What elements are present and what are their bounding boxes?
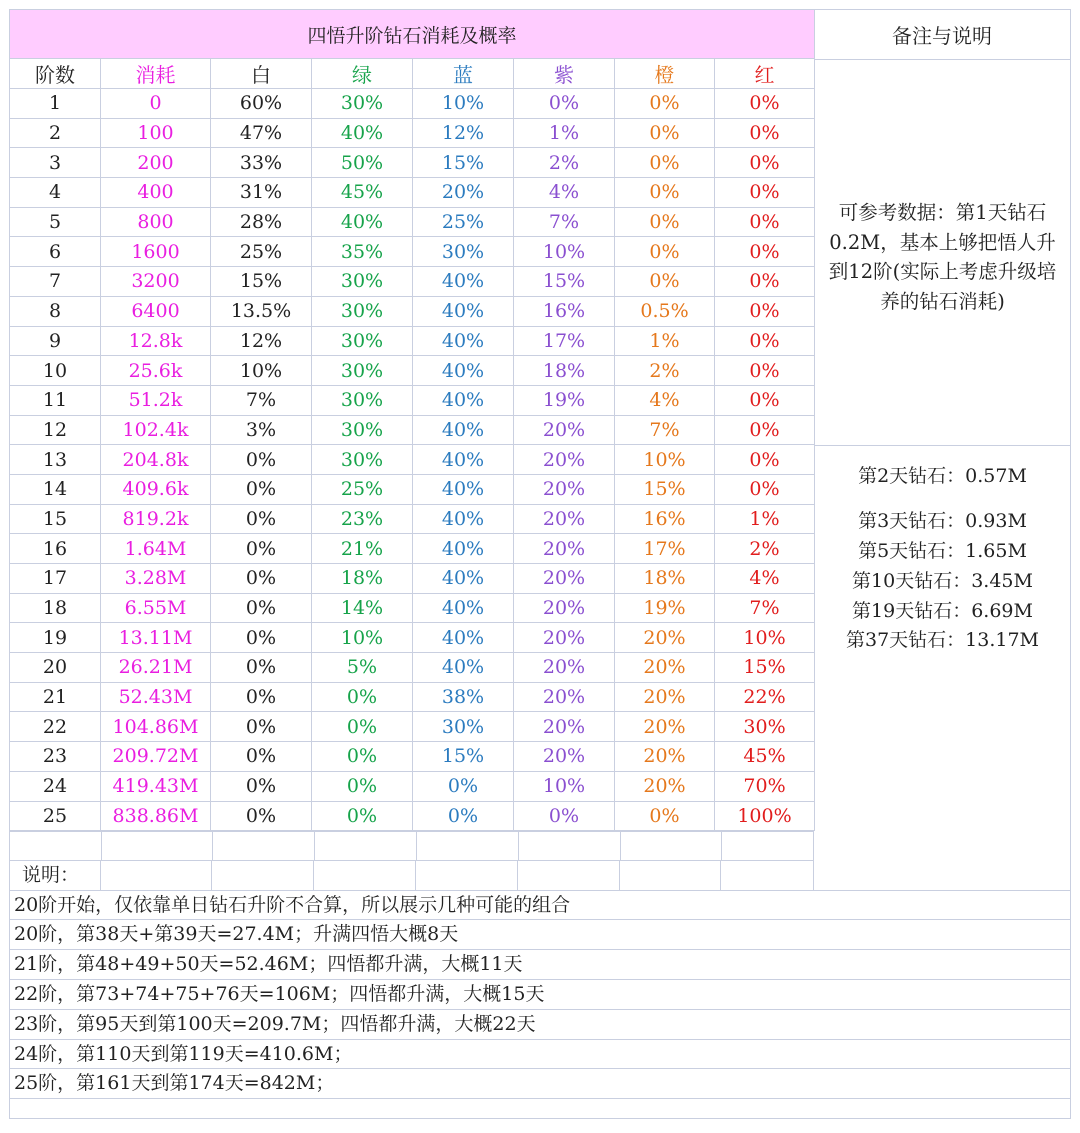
cell-white[interactable]: 0% (211, 682, 312, 712)
cell-blue[interactable]: 20% (413, 178, 514, 208)
note-divider (814, 445, 1071, 446)
cell-green[interactable]: 40% (312, 207, 413, 237)
table-row (10, 356, 815, 386)
table-row (10, 593, 815, 623)
cell-tier[interactable]: 12 (10, 415, 101, 445)
table-row (10, 415, 815, 445)
cell-white[interactable]: 15% (211, 267, 312, 297)
cell-white[interactable]: 0% (211, 593, 312, 623)
empty-row (9, 1099, 1071, 1119)
cell-orange[interactable]: 1% (615, 326, 715, 356)
cell-cost[interactable]: 1600 (101, 237, 211, 267)
cell-orange[interactable]: 0% (615, 89, 715, 119)
day2-note[interactable]: 第2天钻石：0.57M (858, 465, 1027, 487)
table-row (10, 267, 815, 297)
cell-orange[interactable]: 20% (615, 682, 715, 712)
cell-blue[interactable]: 15% (413, 148, 514, 178)
reference-note[interactable]: 可参考数据：第1天钻石0.2M，基本上够把悟人升到12阶(实际上考虑升级培养的钻石消耗) (828, 201, 1057, 313)
cell-blue[interactable]: 40% (413, 415, 514, 445)
cell-white[interactable]: 12% (211, 326, 312, 356)
cell-green[interactable]: 50% (312, 148, 413, 178)
cell-purple[interactable]: 20% (514, 742, 615, 772)
day10-note[interactable]: 第10天钻石：3.45M (852, 570, 1033, 592)
cell-green[interactable]: 14% (312, 593, 413, 623)
cell-purple[interactable]: 20% (514, 593, 615, 623)
day3-note[interactable]: 第3天钻石：0.93M (858, 510, 1027, 532)
cell-purple[interactable]: 20% (514, 474, 615, 504)
cell-red[interactable]: 1% (715, 504, 815, 534)
cell-green[interactable]: 0% (312, 742, 413, 772)
cell-white[interactable]: 0% (211, 623, 312, 653)
cell-blue[interactable]: 0% (413, 801, 514, 831)
blank-cell (315, 832, 417, 860)
table-row (10, 296, 815, 326)
upgrade-table (9, 9, 815, 831)
cell-purple[interactable]: 18% (514, 356, 615, 386)
cell-tier[interactable]: 14 (10, 474, 101, 504)
cell-blue[interactable]: 30% (413, 712, 514, 742)
cell-blue[interactable]: 15% (413, 742, 514, 772)
table-row (10, 445, 815, 475)
cell-cost[interactable]: 26.21M (101, 653, 211, 683)
cell-red[interactable]: 7% (715, 593, 815, 623)
cell-cost[interactable]: 3200 (101, 267, 211, 297)
cell-cost[interactable]: 52.43M (101, 682, 211, 712)
table-row (10, 326, 815, 356)
cell-purple[interactable]: 19% (514, 385, 615, 415)
table-row (10, 89, 815, 119)
table-row (10, 207, 815, 237)
cell-orange[interactable]: 10% (615, 445, 715, 475)
cell-green[interactable]: 35% (312, 237, 413, 267)
explain-line[interactable]: 23阶，第95天到第100天=209.7M；四悟都升满，大概22天 (9, 1010, 1071, 1040)
cell-orange[interactable]: 20% (615, 712, 715, 742)
cell-orange[interactable]: 16% (615, 504, 715, 534)
cell-white[interactable]: 25% (211, 237, 312, 267)
cell-white[interactable]: 10% (211, 356, 312, 386)
cell-red[interactable]: 100% (715, 801, 815, 831)
header-green[interactable]: 绿 (312, 59, 413, 89)
cell-green[interactable]: 18% (312, 564, 413, 594)
cell-cost[interactable]: 100 (101, 118, 211, 148)
cell-orange[interactable]: 0% (615, 207, 715, 237)
cell-tier[interactable]: 3 (10, 148, 101, 178)
cell-white[interactable]: 0% (211, 771, 312, 801)
cell-white[interactable]: 31% (211, 178, 312, 208)
cell-orange[interactable]: 15% (615, 474, 715, 504)
cell-cost[interactable]: 6400 (101, 296, 211, 326)
cell-purple[interactable]: 20% (514, 712, 615, 742)
cell-tier[interactable]: 8 (10, 296, 101, 326)
cell-orange[interactable]: 0.5% (615, 296, 715, 326)
cell-orange[interactable]: 0% (615, 148, 715, 178)
blank-cell (10, 832, 102, 860)
cell-blue[interactable]: 40% (413, 326, 514, 356)
cell-orange[interactable]: 0% (615, 267, 715, 297)
blank-cell (213, 832, 315, 860)
cell-tier[interactable]: 11 (10, 385, 101, 415)
cell-red[interactable]: 0% (715, 445, 815, 475)
header-orange[interactable]: 橙 (615, 59, 715, 89)
cell-tier[interactable]: 16 (10, 534, 101, 564)
cell-cost[interactable]: 102.4k (101, 415, 211, 445)
explain-line[interactable]: 24阶，第110天到第119天=410.6M； (9, 1040, 1071, 1070)
cell-purple[interactable]: 20% (514, 653, 615, 683)
cell-green[interactable]: 30% (312, 356, 413, 386)
spreadsheet (9, 9, 1071, 1124)
cell-red[interactable]: 0% (715, 474, 815, 504)
blank-cell (416, 861, 518, 890)
cell-cost[interactable]: 12.8k (101, 326, 211, 356)
table-row (10, 534, 815, 564)
cell-cost[interactable]: 104.86M (101, 712, 211, 742)
day37-note[interactable]: 第37天钻石：13.17M (845, 629, 1040, 651)
cell-white[interactable]: 0% (211, 564, 312, 594)
header-cost[interactable]: 消耗 (101, 59, 211, 89)
explain-label[interactable]: 说明： (10, 861, 101, 890)
cell-tier[interactable]: 6 (10, 237, 101, 267)
cell-purple[interactable]: 1% (514, 118, 615, 148)
cell-blue[interactable]: 40% (413, 356, 514, 386)
cell-cost[interactable]: 800 (101, 207, 211, 237)
cell-purple[interactable]: 20% (514, 623, 615, 653)
blank-cell (102, 832, 213, 860)
cell-blue[interactable]: 30% (413, 237, 514, 267)
cell-purple[interactable]: 17% (514, 326, 615, 356)
notes-header[interactable]: 备注与说明 (814, 10, 1070, 60)
cell-red[interactable]: 0% (715, 356, 815, 386)
table-row (10, 474, 815, 504)
cell-red[interactable]: 70% (715, 771, 815, 801)
cell-red[interactable]: 0% (715, 89, 815, 119)
cell-cost[interactable]: 1.64M (101, 534, 211, 564)
cell-white[interactable]: 0% (211, 504, 312, 534)
cell-tier[interactable]: 4 (10, 178, 101, 208)
cell-purple[interactable]: 2% (514, 148, 615, 178)
cell-tier[interactable]: 9 (10, 326, 101, 356)
cell-orange[interactable]: 17% (615, 534, 715, 564)
cell-tier[interactable]: 19 (10, 623, 101, 653)
explanation-section (9, 831, 1071, 1119)
cell-white[interactable]: 60% (211, 89, 312, 119)
cell-purple[interactable]: 20% (514, 564, 615, 594)
cell-green[interactable]: 10% (312, 623, 413, 653)
blank-cell (621, 832, 722, 860)
cell-blue[interactable]: 38% (413, 682, 514, 712)
cell-tier[interactable]: 13 (10, 445, 101, 475)
cell-purple[interactable]: 20% (514, 682, 615, 712)
cell-cost[interactable]: 838.86M (101, 801, 211, 831)
cell-tier[interactable]: 2 (10, 118, 101, 148)
cell-red[interactable]: 15% (715, 653, 815, 683)
cell-red[interactable]: 0% (715, 326, 815, 356)
table-row (10, 623, 815, 653)
table-row (10, 237, 815, 267)
cell-cost[interactable]: 6.55M (101, 593, 211, 623)
cell-tier[interactable]: 7 (10, 267, 101, 297)
cell-orange[interactable]: 2% (615, 356, 715, 386)
table-row (10, 118, 815, 148)
cell-white[interactable]: 0% (211, 742, 312, 772)
explain-label-row (9, 861, 814, 891)
table-row (10, 712, 815, 742)
cell-cost[interactable]: 3.28M (101, 564, 211, 594)
cell-red[interactable]: 0% (715, 207, 815, 237)
blank-cell (518, 861, 620, 890)
sheet-title[interactable]: 四悟升阶钻石消耗及概率 (10, 10, 815, 59)
cell-red[interactable]: 2% (715, 534, 815, 564)
table-row (10, 742, 815, 772)
explain-line[interactable]: 22阶，第73+74+75+76天=106M；四悟都升满，大概15天 (9, 980, 1071, 1010)
cell-cost[interactable]: 0 (101, 89, 211, 119)
cell-green[interactable]: 21% (312, 534, 413, 564)
cell-blue[interactable]: 10% (413, 89, 514, 119)
cell-blue[interactable]: 40% (413, 445, 514, 475)
cell-tier[interactable]: 21 (10, 682, 101, 712)
table-row (10, 148, 815, 178)
cell-blue[interactable]: 40% (413, 593, 514, 623)
blank-cell (519, 832, 621, 860)
cell-blue[interactable]: 12% (413, 118, 514, 148)
cell-tier[interactable]: 10 (10, 356, 101, 386)
cell-red[interactable]: 0% (715, 178, 815, 208)
cell-blue[interactable]: 40% (413, 504, 514, 534)
cell-orange[interactable]: 7% (615, 415, 715, 445)
table-row (10, 178, 815, 208)
cell-green[interactable]: 30% (312, 415, 413, 445)
cell-red[interactable]: 0% (715, 148, 815, 178)
cell-white[interactable]: 0% (211, 534, 312, 564)
cell-green[interactable]: 25% (312, 474, 413, 504)
cell-orange[interactable]: 20% (615, 623, 715, 653)
day5-note[interactable]: 第5天钻石：1.65M (858, 540, 1027, 562)
cell-white[interactable]: 7% (211, 385, 312, 415)
header-row (10, 59, 815, 89)
cell-tier[interactable]: 20 (10, 653, 101, 683)
cell-blue[interactable]: 40% (413, 564, 514, 594)
table-row (10, 682, 815, 712)
header-purple[interactable]: 紫 (514, 59, 615, 89)
table-row (10, 653, 815, 683)
cell-purple[interactable]: 10% (514, 771, 615, 801)
day19-note[interactable]: 第19天钻石：6.69M (852, 600, 1033, 622)
table-row (10, 564, 815, 594)
cell-green[interactable]: 0% (312, 712, 413, 742)
cell-orange[interactable]: 20% (615, 771, 715, 801)
cell-purple[interactable]: 4% (514, 178, 615, 208)
notes-panel (814, 9, 1071, 891)
cell-blue[interactable]: 0% (413, 771, 514, 801)
cell-red[interactable]: 0% (715, 385, 815, 415)
cell-purple[interactable]: 20% (514, 445, 615, 475)
cell-red[interactable]: 0% (715, 415, 815, 445)
explain-lines (9, 891, 1071, 1100)
cell-blue[interactable]: 40% (413, 534, 514, 564)
cell-orange[interactable]: 18% (615, 564, 715, 594)
cell-white[interactable]: 3% (211, 415, 312, 445)
cell-red[interactable]: 22% (715, 682, 815, 712)
cell-white[interactable]: 0% (211, 712, 312, 742)
table-row (10, 801, 815, 831)
cell-blue[interactable]: 40% (413, 267, 514, 297)
explain-line[interactable]: 25阶，第161天到第174天=842M； (9, 1069, 1071, 1099)
cell-tier[interactable]: 15 (10, 504, 101, 534)
cell-green[interactable]: 45% (312, 178, 413, 208)
cell-orange[interactable]: 0% (615, 178, 715, 208)
table-row (10, 771, 815, 801)
cell-purple[interactable]: 10% (514, 237, 615, 267)
cell-red[interactable]: 0% (715, 296, 815, 326)
blank-cell (620, 861, 721, 890)
header-red[interactable]: 红 (715, 59, 815, 89)
cell-red[interactable]: 0% (715, 237, 815, 267)
cell-cost[interactable]: 819.2k (101, 504, 211, 534)
blank-cell (212, 861, 314, 890)
cell-orange[interactable]: 20% (615, 653, 715, 683)
cell-tier[interactable]: 1 (10, 89, 101, 119)
cell-purple[interactable]: 0% (514, 89, 615, 119)
cell-cost[interactable]: 400 (101, 178, 211, 208)
cell-purple[interactable]: 7% (514, 207, 615, 237)
cell-purple[interactable]: 20% (514, 415, 615, 445)
cell-cost[interactable]: 204.8k (101, 445, 211, 475)
header-white[interactable]: 白 (211, 59, 312, 89)
cell-green[interactable]: 0% (312, 771, 413, 801)
cell-blue[interactable]: 25% (413, 207, 514, 237)
header-tier[interactable]: 阶数 (10, 59, 101, 89)
cell-green[interactable]: 0% (312, 682, 413, 712)
cell-green[interactable]: 5% (312, 653, 413, 683)
cell-white[interactable]: 13.5% (211, 296, 312, 326)
cell-white[interactable]: 28% (211, 207, 312, 237)
blank-row (9, 831, 814, 861)
cell-blue[interactable]: 40% (413, 653, 514, 683)
cell-cost[interactable]: 209.72M (101, 742, 211, 772)
cell-red[interactable]: 4% (715, 564, 815, 594)
cell-red[interactable]: 10% (715, 623, 815, 653)
cell-red[interactable]: 0% (715, 118, 815, 148)
cell-white[interactable]: 47% (211, 118, 312, 148)
cell-purple[interactable]: 16% (514, 296, 615, 326)
blank-cell (314, 861, 416, 890)
cell-purple[interactable]: 20% (514, 534, 615, 564)
cell-orange[interactable]: 0% (615, 801, 715, 831)
cell-blue[interactable]: 40% (413, 474, 514, 504)
cell-tier[interactable]: 24 (10, 771, 101, 801)
cell-red[interactable]: 0% (715, 267, 815, 297)
blank-cell (417, 832, 519, 860)
cell-tier[interactable]: 22 (10, 712, 101, 742)
explain-line[interactable]: 20阶，第38天+第39天=27.4M；升满四悟大概8天 (9, 920, 1071, 950)
cell-purple[interactable]: 0% (514, 801, 615, 831)
cell-cost[interactable]: 409.6k (101, 474, 211, 504)
table-row (10, 504, 815, 534)
cell-green[interactable]: 30% (312, 89, 413, 119)
cell-white[interactable]: 0% (211, 801, 312, 831)
cell-red[interactable]: 45% (715, 742, 815, 772)
cell-tier[interactable]: 18 (10, 593, 101, 623)
cell-green[interactable]: 30% (312, 296, 413, 326)
cell-green[interactable]: 30% (312, 445, 413, 475)
cell-orange[interactable]: 4% (615, 385, 715, 415)
cell-orange[interactable]: 20% (615, 742, 715, 772)
cell-purple[interactable]: 15% (514, 267, 615, 297)
cell-tier[interactable]: 5 (10, 207, 101, 237)
cell-tier[interactable]: 17 (10, 564, 101, 594)
cell-blue[interactable]: 40% (413, 385, 514, 415)
cell-white[interactable]: 0% (211, 445, 312, 475)
cell-white[interactable]: 33% (211, 148, 312, 178)
cell-green[interactable]: 23% (312, 504, 413, 534)
cell-purple[interactable]: 20% (514, 504, 615, 534)
cell-green[interactable]: 30% (312, 385, 413, 415)
blank-cell (101, 861, 212, 890)
cell-tier[interactable]: 23 (10, 742, 101, 772)
cell-red[interactable]: 30% (715, 712, 815, 742)
cell-white[interactable]: 0% (211, 653, 312, 683)
cell-orange[interactable]: 19% (615, 593, 715, 623)
cell-blue[interactable]: 40% (413, 296, 514, 326)
cell-tier[interactable]: 25 (10, 801, 101, 831)
cell-cost[interactable]: 200 (101, 148, 211, 178)
cell-green[interactable]: 0% (312, 801, 413, 831)
cell-orange[interactable]: 0% (615, 118, 715, 148)
header-blue[interactable]: 蓝 (413, 59, 514, 89)
cell-green[interactable]: 40% (312, 118, 413, 148)
cell-blue[interactable]: 40% (413, 623, 514, 653)
cell-green[interactable]: 30% (312, 267, 413, 297)
cell-green[interactable]: 30% (312, 326, 413, 356)
cell-cost[interactable]: 419.43M (101, 771, 211, 801)
explain-line[interactable]: 21阶，第48+49+50天=52.46M；四悟都升满，大概11天 (9, 950, 1071, 980)
cell-orange[interactable]: 0% (615, 237, 715, 267)
cell-cost[interactable]: 13.11M (101, 623, 211, 653)
cell-white[interactable]: 0% (211, 474, 312, 504)
explain-line[interactable]: 20阶开始，仅依靠单日钻石升阶不合算，所以展示几种可能的组合 (9, 891, 1071, 921)
cell-cost[interactable]: 25.6k (101, 356, 211, 386)
cell-cost[interactable]: 51.2k (101, 385, 211, 415)
table-row (10, 385, 815, 415)
